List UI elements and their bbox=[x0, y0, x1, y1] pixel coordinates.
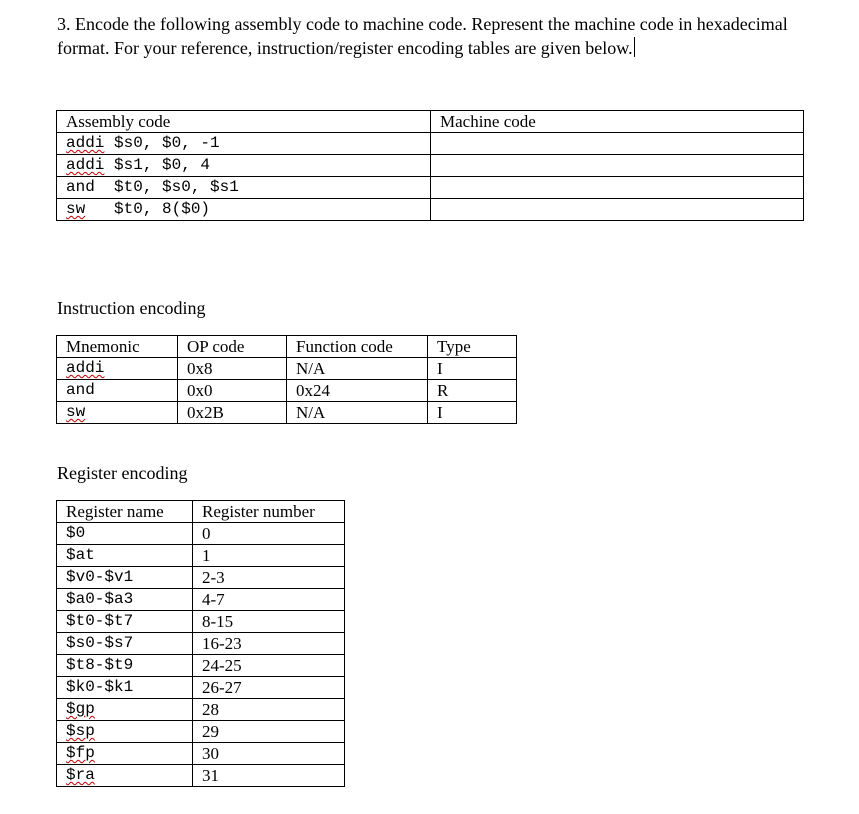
register-number-cell: 2-3 bbox=[193, 567, 345, 589]
register-number-cell: 30 bbox=[193, 743, 345, 765]
table-row bbox=[57, 358, 517, 380]
operands: $s1, $0, 4 bbox=[114, 156, 211, 174]
table-row bbox=[57, 655, 345, 677]
machine-code-cell[interactable] bbox=[431, 155, 804, 177]
op-code-cell: 0x2B bbox=[178, 402, 287, 424]
text-cursor bbox=[634, 37, 635, 57]
header-machine-code: Machine code bbox=[431, 111, 804, 133]
machine-code-cell[interactable] bbox=[431, 133, 804, 155]
register-number-cell: 29 bbox=[193, 721, 345, 743]
table-header-row bbox=[57, 501, 345, 523]
machine-code-cell[interactable] bbox=[431, 177, 804, 199]
assembly-cell bbox=[57, 155, 431, 177]
table-row bbox=[57, 721, 345, 743]
table-row bbox=[57, 611, 345, 633]
instruction-encoding-title: Instruction encoding bbox=[57, 298, 206, 318]
type-cell: I bbox=[428, 358, 517, 380]
register-number-cell: 28 bbox=[193, 699, 345, 721]
table-row bbox=[57, 567, 345, 589]
header-function-code: Function code bbox=[287, 336, 428, 358]
table-row bbox=[57, 402, 517, 424]
table-row bbox=[57, 589, 345, 611]
register-name-cell: $a0-$a3 bbox=[57, 589, 193, 611]
table-header-row bbox=[57, 111, 804, 133]
header-register-number: Register number bbox=[193, 501, 345, 523]
table-row bbox=[57, 765, 345, 787]
table-row bbox=[57, 155, 804, 177]
register-number-cell: 24-25 bbox=[193, 655, 345, 677]
question-body: 3. Encode the following assembly code to machine code. Represent the machine code in hexadecimal format. For your reference, instruction/register encoding tables are given below. bbox=[57, 14, 788, 58]
header-op-code: OP code bbox=[178, 336, 287, 358]
register-name-cell: $at bbox=[57, 545, 193, 567]
function-code-cell: N/A bbox=[287, 402, 428, 424]
table-row bbox=[57, 177, 804, 199]
register-name-cell: $0 bbox=[57, 523, 193, 545]
op-code-cell: 0x0 bbox=[178, 380, 287, 402]
register-name-cell bbox=[57, 765, 193, 787]
table-row bbox=[57, 133, 804, 155]
register-name: $ra bbox=[66, 766, 95, 784]
assembly-cell bbox=[57, 133, 431, 155]
register-name-cell bbox=[57, 699, 193, 721]
operands: $t0, $s0, $s1 bbox=[114, 178, 239, 196]
register-encoding-table bbox=[56, 500, 345, 787]
register-number-cell: 31 bbox=[193, 765, 345, 787]
header-mnemonic: Mnemonic bbox=[57, 336, 178, 358]
machine-code-cell[interactable] bbox=[431, 199, 804, 221]
function-code-cell: 0x24 bbox=[287, 380, 428, 402]
register-number-cell: 4-7 bbox=[193, 589, 345, 611]
register-number-cell: 16-23 bbox=[193, 633, 345, 655]
register-number-cell: 8-15 bbox=[193, 611, 345, 633]
register-number-cell: 0 bbox=[193, 523, 345, 545]
table-row bbox=[57, 743, 345, 765]
register-name: $gp bbox=[66, 700, 95, 718]
function-code-cell: N/A bbox=[287, 358, 428, 380]
table-row bbox=[57, 545, 345, 567]
register-number-cell: 1 bbox=[193, 545, 345, 567]
assembly-cell bbox=[57, 177, 431, 199]
mnemonic: and bbox=[66, 381, 95, 399]
mnemonic-cell bbox=[57, 358, 178, 380]
type-cell: R bbox=[428, 380, 517, 402]
header-assembly-code: Assembly code bbox=[57, 111, 431, 133]
assembly-table bbox=[56, 110, 804, 221]
header-register-name: Register name bbox=[57, 501, 193, 523]
mnemonic: sw bbox=[66, 200, 86, 218]
register-name: $sp bbox=[66, 722, 95, 740]
table-row bbox=[57, 699, 345, 721]
op-code-cell: 0x8 bbox=[178, 358, 287, 380]
mnemonic: and bbox=[66, 178, 95, 196]
mnemonic: addi bbox=[66, 134, 105, 152]
table-row bbox=[57, 380, 517, 402]
table-row bbox=[57, 523, 345, 545]
register-name-cell: $t8-$t9 bbox=[57, 655, 193, 677]
question-text bbox=[57, 12, 837, 60]
table-row bbox=[57, 677, 345, 699]
type-cell: I bbox=[428, 402, 517, 424]
register-name-cell bbox=[57, 721, 193, 743]
register-name-cell: $v0-$v1 bbox=[57, 567, 193, 589]
register-name-cell: $t0-$t7 bbox=[57, 611, 193, 633]
mnemonic: sw bbox=[66, 403, 86, 421]
header-type: Type bbox=[428, 336, 517, 358]
table-row bbox=[57, 633, 345, 655]
mnemonic: addi bbox=[66, 359, 105, 377]
mnemonic-cell bbox=[57, 380, 178, 402]
instruction-encoding-table bbox=[56, 335, 517, 424]
operands: $t0, 8($0) bbox=[114, 200, 211, 218]
operands: $s0, $0, -1 bbox=[114, 134, 220, 152]
register-name-cell: $s0-$s7 bbox=[57, 633, 193, 655]
table-row bbox=[57, 199, 804, 221]
mnemonic-cell bbox=[57, 402, 178, 424]
table-header-row bbox=[57, 336, 517, 358]
register-name-cell: $k0-$k1 bbox=[57, 677, 193, 699]
register-name: $fp bbox=[66, 744, 95, 762]
mnemonic: addi bbox=[66, 156, 105, 174]
assembly-cell bbox=[57, 199, 431, 221]
register-number-cell: 26-27 bbox=[193, 677, 345, 699]
register-name-cell bbox=[57, 743, 193, 765]
register-encoding-title: Register encoding bbox=[57, 463, 188, 483]
